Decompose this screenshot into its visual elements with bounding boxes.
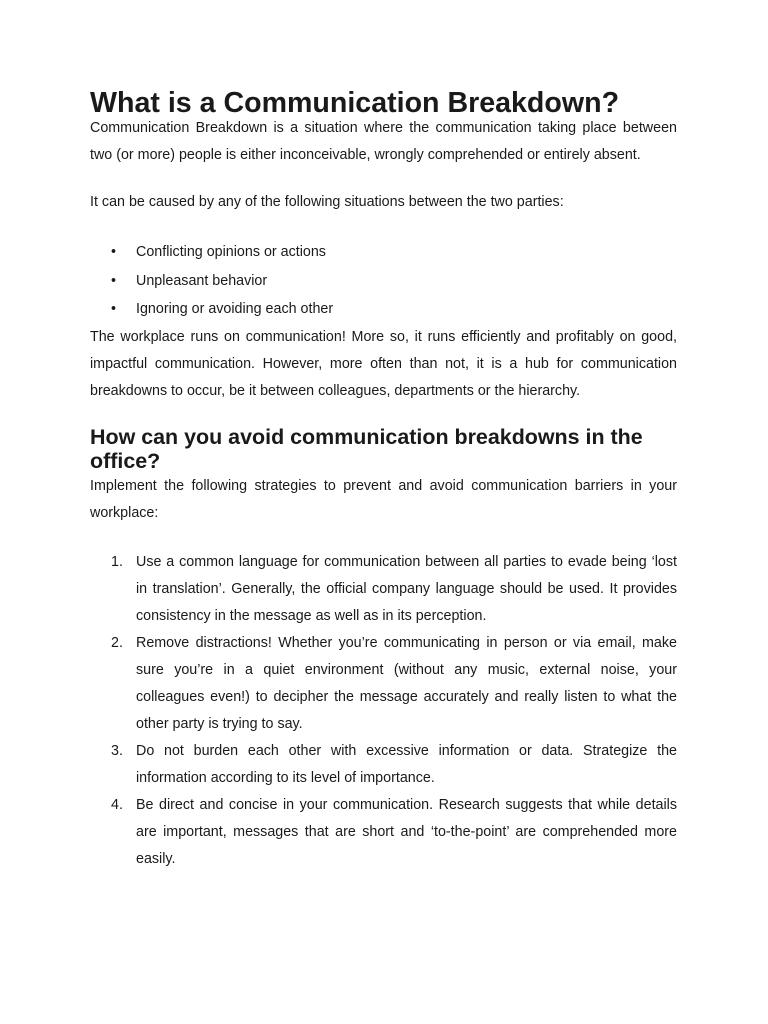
list-item: [90, 238, 677, 267]
document-page: [90, 87, 677, 873]
heading-what-is-breakdown: What is a Communication Breakdown?: [90, 87, 620, 119]
heading-how-to-avoid: How can you avoid communication breakdowns in the office?: [90, 424, 643, 473]
bullet-icon: •: [111, 301, 117, 317]
list-item-text: Do not burden each other with excessive information or data. Strategize the information according to its level of importance.: [136, 742, 677, 786]
bullet-icon: •: [111, 272, 117, 289]
list-item-text: Ignoring or avoiding each other: [136, 301, 334, 317]
list-item: [90, 267, 677, 296]
list-number: 2.: [111, 634, 123, 651]
definition-paragraph: Communication Breakdown is a situation where the communication taking place between two (or more) people is either inconceivable, wrongly comprehended or entirely absent.: [90, 120, 677, 163]
list-item: [90, 549, 677, 630]
list-item-text: Remove distractions! Whether you’re communicating in person or via email, make sure you’re in a quiet environment (without any music, external noise, your colleagues even!) to decipher the message accurately and really listen to what the other party is trying to say.: [136, 634, 677, 732]
strategies-list: [90, 549, 677, 873]
list-item-text: Be direct and concise in your communication. Research suggests that while details are important, messages that are short and ‘to-the-point’ are comprehended more easily.: [136, 796, 677, 867]
list-item-text: Use a common language for communication between all parties to evade being ‘lost in translation’. Generally, the official company language should be used. It provides consistency in the message as well as in its perception.: [136, 553, 677, 624]
list-item: [90, 792, 677, 873]
list-item: [90, 295, 677, 324]
causes-intro: It can be caused by any of the following situations between the two parties:: [90, 194, 564, 210]
list-number: 1.: [111, 553, 123, 570]
list-item: [90, 738, 677, 792]
bullet-icon: •: [111, 244, 117, 260]
list-number: 4.: [111, 796, 123, 813]
causes-list: [90, 238, 677, 324]
list-number: 3.: [111, 742, 123, 759]
list-item: [90, 630, 677, 738]
workplace-paragraph: The workplace runs on communication! More so, it runs efficiently and profitably on good, impactful communication. However, more often than not, it is a hub for communication breakdowns to occur, be it between colleagues, departments or the hierarchy.: [90, 328, 677, 399]
strategies-intro: Implement the following strategies to prevent and avoid communication barriers in your workplace:: [90, 477, 677, 521]
list-item-text: Conflicting opinions or actions: [136, 244, 326, 260]
list-item-text: Unpleasant behavior: [136, 272, 268, 289]
